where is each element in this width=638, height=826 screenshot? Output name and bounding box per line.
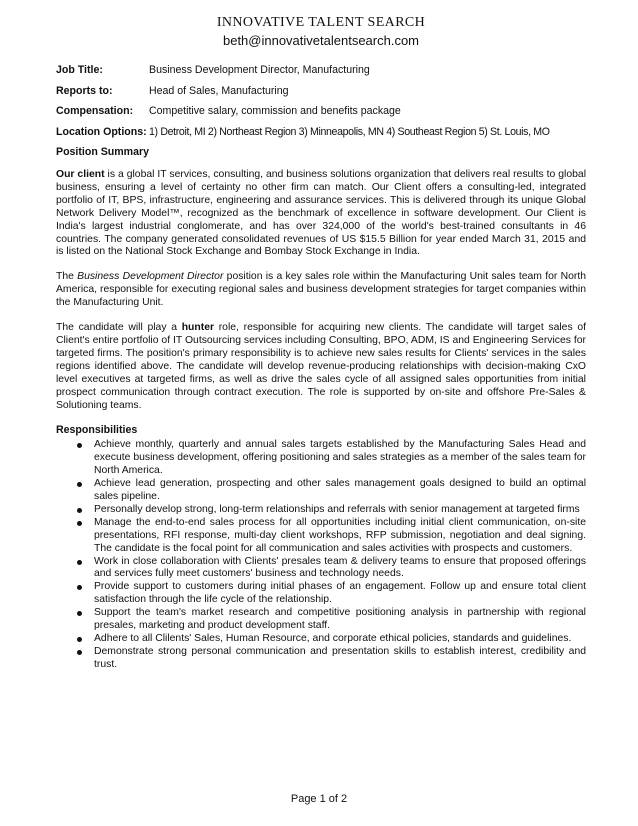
list-item-text: Support the team's market research and competitive positioning analysis in partnership with regional presales, marketing and product development staff.	[94, 607, 586, 632]
summary-text: The candidate will play a	[56, 322, 182, 334]
summary-text: is a global IT services, consulting, and business solutions organization that delivers real results to global business, ensuring a level of certainty no other firm can match. Our Client offers a consulting-led, integrated portfolio of IT, BPS, infrastructure, engineering and assurance services. This is delivered through its unique Global Network Delivery Model™, recognized as the benchmark of excellence in software development. Our Client is India's largest industrial conglomerate, and has over 324,000 of the world's best-trained consultants in 46 countries. The company generated consolidated revenues of US $15.5 Billion for year ended March 31, 2015 and is listed on the National Stock Exchange and Bombay Stock Exchange in India.	[56, 169, 587, 258]
detail-row-reports-to	[56, 85, 586, 98]
list-item-text: Provide support to customers during initial phases of an engagement. Follow up and ensure total client satisfaction through the life cycle of the relationship.	[94, 581, 586, 606]
list-item	[56, 633, 586, 646]
list-item	[56, 478, 586, 504]
responsibilities-heading: Responsibilities	[56, 424, 138, 437]
list-item	[56, 607, 586, 633]
summary-paragraph-3	[56, 322, 586, 412]
detail-value: 1) Detroit, MI 2) Northeast Region 3) Minneapolis, MN 4) Southeast Region 5) St. Louis, MO	[149, 125, 550, 138]
list-item-text: Achieve monthly, quarterly and annual sales targets established by the Manufacturing Sales Head and execute business development, offering positioning and sales strategies as a member of the sales team for North America.	[94, 439, 586, 477]
summary-text: The	[56, 271, 78, 283]
list-item-text: Demonstrate strong personal communication and presentation skills to establish interest, credibility and trust.	[94, 645, 586, 670]
letterhead	[56, 14, 586, 50]
bullet-icon	[77, 585, 82, 590]
detail-label: Location Options:	[56, 125, 147, 138]
role-title-emphasis: Business Development Director	[77, 271, 224, 283]
detail-row-compensation	[56, 105, 586, 118]
document-page	[56, 14, 586, 672]
bullet-icon	[77, 611, 82, 616]
position-summary-heading: Position Summary	[56, 146, 150, 158]
bullet-icon	[77, 560, 82, 565]
summary-paragraph-1	[56, 169, 586, 259]
responsibilities-list	[56, 439, 586, 671]
list-item	[56, 504, 586, 517]
summary-paragraph-2	[56, 271, 586, 310]
list-item	[56, 646, 586, 672]
list-item-text: Work in close collaboration with Clients' presales team & delivery teams to ensure that proposed offerings and services fully meet customers' business and technology needs.	[94, 555, 586, 580]
list-item-text: Personally develop strong, long-term relationships and referrals with senior management at targeted firms	[94, 503, 580, 515]
detail-value: Head of Sales, Manufacturing	[149, 84, 289, 97]
detail-value: Competitive salary, commission and benefits package	[149, 105, 401, 117]
bullet-icon	[77, 521, 82, 526]
detail-label: Compensation:	[56, 105, 134, 117]
page-number: Page 1 of 2	[290, 793, 348, 805]
list-item-text: Manage the end-to-end sales process for all opportunities including initial client communication, on-site presentations, RFI response, multi-day client workshops, RFP submission, negotiation and deal signing. The candidate is the focal point for all communication and sales activities with prospects and customers.	[94, 516, 586, 554]
bullet-icon	[77, 637, 82, 642]
bullet-icon	[77, 443, 82, 448]
list-item	[56, 517, 586, 556]
bullet-icon	[77, 650, 82, 655]
detail-row-locations	[56, 126, 586, 139]
company-name: INNOVATIVE TALENT SEARCH	[216, 15, 426, 30]
summary-text: position is a key sales role within the Manufacturing Unit sales team for North America, responsible for executing regional sales and business development strategies for target companies within the Manufacturing Unit.	[56, 271, 586, 309]
detail-value: Business Development Director, Manufacturing	[149, 64, 370, 76]
list-item	[56, 581, 586, 607]
client-emphasis: Our client	[56, 169, 105, 180]
contact-email: beth@innovativetalentsearch.com	[222, 33, 420, 48]
detail-row-job-title	[56, 64, 586, 77]
list-item	[56, 556, 586, 582]
list-item-text: Achieve lead generation, prospecting and other sales management goals designed to build an optimal sales pipeline.	[94, 478, 586, 503]
summary-text: role, responsible for acquiring new clients. The candidate will target sales of Client's entire portfolio of IT Outsourcing services including Consulting, BPO, ADM, IS and Engineering Services for targeted firms. The position's primary responsibility is to achieve new sales results for Clients' services in the sales regions identified above. The candidate will develop revenue-producing relationships with decision-making CxO level executives at targeted firms, as well as drive the sales cycle of all assigned sales opportunities from initial prospect communication through contract execution. The role is supported by on-site and offshore Pre-Sales & Solutioning teams.	[56, 322, 587, 411]
list-item-text: Adhere to all Clilents' Sales, Human Resource, and corporate ethical policies, standards and guidelines.	[94, 633, 572, 644]
bullet-icon	[77, 508, 82, 513]
detail-label: Reports to:	[56, 84, 113, 97]
hunter-emphasis: hunter	[181, 322, 215, 334]
bullet-icon	[77, 482, 82, 487]
job-details	[56, 64, 586, 139]
detail-label: Job Title:	[56, 64, 103, 76]
list-item	[56, 439, 586, 478]
